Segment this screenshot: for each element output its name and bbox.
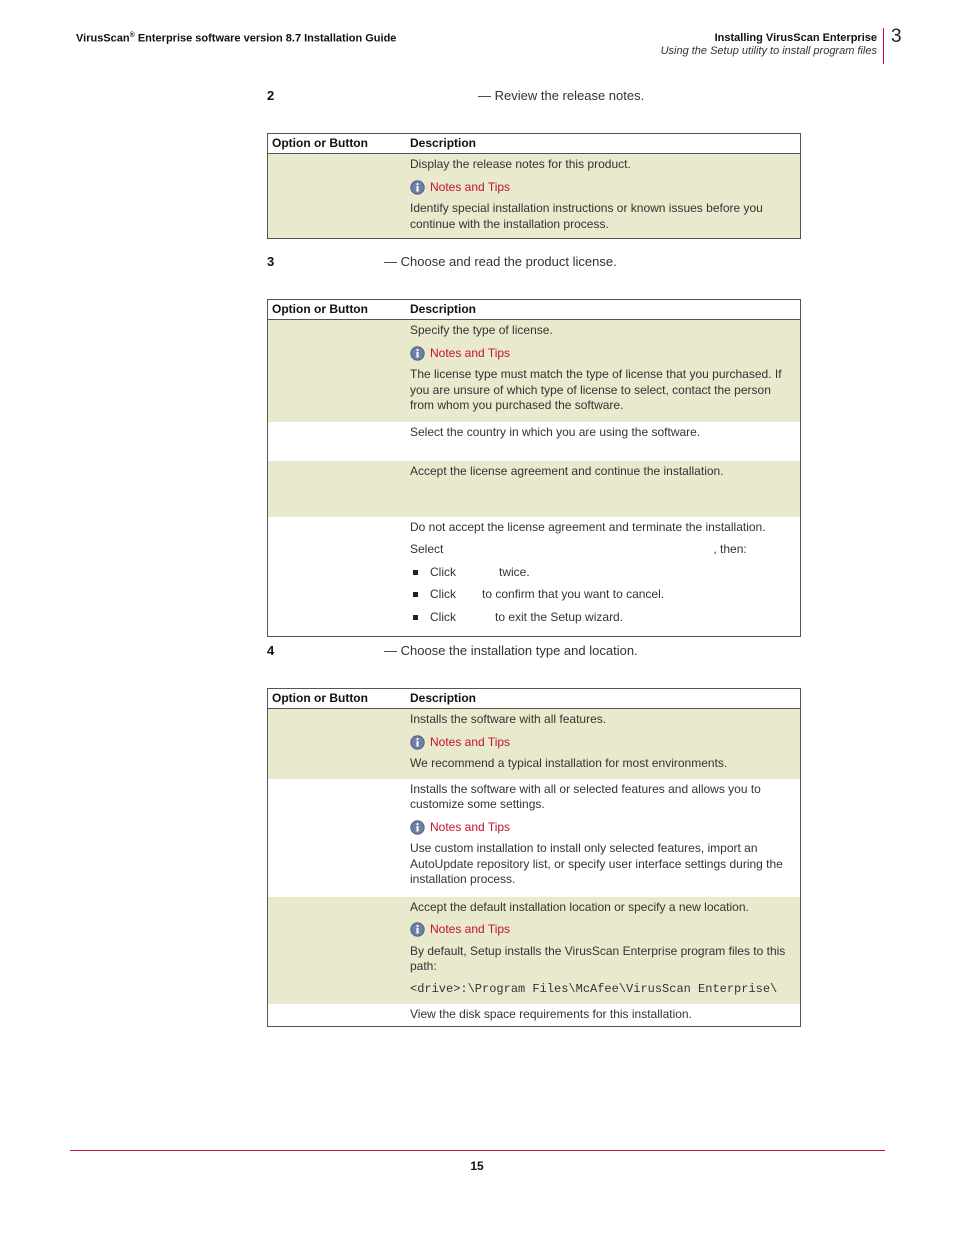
col-header-option: Option or Button — [268, 134, 407, 154]
description-cell — [406, 897, 801, 1004]
table-row — [268, 320, 801, 422]
table-row — [268, 422, 801, 461]
bullet-text-b: twice. — [499, 564, 530, 579]
footer-divider — [70, 1150, 885, 1151]
option-cell — [268, 897, 407, 1004]
running-header — [661, 32, 877, 57]
note-text: By default, Setup installs the VirusScan Enterprise program files to this path: — [410, 943, 786, 973]
description-text: Installs the software with all features. — [410, 712, 607, 726]
list-item — [410, 565, 790, 581]
col-header-option: Option or Button — [268, 689, 407, 709]
option-cell — [268, 709, 407, 779]
description-text: Do not accept the license agreement and terminate the installation. — [410, 519, 766, 534]
description-cell — [406, 517, 801, 637]
bullet-text-b: to exit the Setup wizard. — [495, 609, 624, 624]
registered-mark: ® — [129, 32, 135, 39]
license-table — [267, 299, 801, 637]
notes-and-tips — [410, 922, 790, 938]
table-row — [268, 461, 801, 517]
info-icon — [410, 735, 425, 750]
description-text: Specify the type of license. — [410, 323, 553, 337]
select-text: Select — [410, 542, 444, 556]
col-header-description: Description — [406, 300, 801, 320]
col-header-option: Option or Button — [268, 300, 407, 320]
note-text: Identify special installation instructions or known issues before you continue with the installation process. — [410, 201, 763, 231]
notes-and-tips — [410, 346, 790, 362]
table-row — [268, 1004, 801, 1027]
description-cell — [406, 779, 801, 897]
description-cell — [406, 422, 801, 461]
description-text: Display the release notes for this product. — [410, 157, 631, 171]
bullet-icon — [413, 615, 418, 620]
description-cell — [406, 1004, 801, 1027]
notes-and-tips — [410, 820, 790, 836]
page-number: 15 — [470, 1159, 484, 1173]
info-icon — [410, 346, 425, 361]
col-header-description: Description — [406, 134, 801, 154]
info-icon — [410, 922, 425, 937]
option-cell — [268, 517, 407, 637]
description-text: Accept the license agreement and continue the installation. — [410, 463, 724, 478]
bullet-text-a: Click — [430, 564, 456, 579]
step-text: — Choose and read the product license. — [384, 254, 617, 269]
notes-label: Notes and Tips — [430, 179, 511, 194]
note-text: The license type must match the type of license that you purchased. If you are unsure of which type of license to select, contact the person from whom you purchased the software. — [410, 367, 782, 412]
notes-and-tips — [410, 735, 790, 751]
release-notes-table — [267, 133, 801, 239]
description-cell — [406, 709, 801, 779]
chapter-title: Installing VirusScan Enterprise — [714, 32, 877, 44]
notes-label: Notes and Tips — [430, 345, 511, 360]
then-text: , then: — [713, 542, 747, 556]
description-text: Select the country in which you are using the software. — [410, 424, 701, 439]
bullet-icon — [413, 592, 418, 597]
description-text: Accept the default installation location or specify a new location. — [410, 899, 749, 914]
info-icon — [410, 820, 425, 835]
table-row — [268, 779, 801, 897]
description-cell — [406, 154, 801, 239]
notes-and-tips — [410, 180, 790, 196]
step-number: 2 — [267, 88, 275, 103]
option-cell — [268, 422, 407, 461]
list-item — [410, 587, 790, 603]
select-instruction — [410, 542, 790, 558]
option-cell — [268, 320, 407, 422]
installation-type-table — [267, 688, 801, 1027]
header-divider — [883, 28, 884, 64]
list-item — [410, 610, 790, 626]
table-row — [268, 154, 801, 239]
step-text: — Review the release notes. — [478, 88, 645, 103]
table-row — [268, 897, 801, 1004]
step-number: 3 — [267, 254, 275, 269]
bullet-text-a: Click — [430, 609, 456, 624]
step-text: — Choose the installation type and location. — [384, 643, 638, 658]
chapter-number: 3 — [891, 26, 902, 47]
notes-label: Notes and Tips — [430, 734, 511, 749]
option-cell — [268, 1004, 407, 1027]
info-icon — [410, 180, 425, 195]
bullet-text-b: to confirm that you want to cancel. — [482, 587, 665, 601]
note-text: We recommend a typical installation for most environments. — [410, 756, 728, 770]
notes-label: Notes and Tips — [430, 922, 511, 936]
option-cell — [268, 461, 407, 517]
table-row — [268, 709, 801, 779]
option-cell — [268, 779, 407, 897]
description-cell — [406, 461, 801, 517]
col-header-description: Description — [406, 689, 801, 709]
bullet-icon — [413, 570, 418, 575]
description-cell — [406, 320, 801, 422]
description-text: View the disk space requirements for this installation. — [410, 1006, 692, 1021]
document-title — [76, 32, 396, 45]
option-cell — [268, 154, 407, 239]
notes-label: Notes and Tips — [430, 819, 511, 834]
doc-title-rest: Enterprise software version 8.7 Installation Guide — [134, 32, 397, 45]
step-number: 4 — [267, 643, 275, 658]
note-text: Use custom installation to install only selected features, import an AutoUpdate repository list, or specify user interface settings during the installation process. — [410, 841, 783, 886]
description-text: Installs the software with all or selected features and allows you to customize some settings. — [410, 781, 761, 811]
doc-title-brand: VirusScan — [76, 32, 130, 45]
install-path: <drive>:\Program Files\McAfee\VirusScan Enterprise\ — [410, 981, 778, 996]
bullet-text-a: Click — [430, 587, 456, 601]
section-title: Using the Setup utility to install program files — [660, 45, 877, 57]
table-row — [268, 517, 801, 637]
